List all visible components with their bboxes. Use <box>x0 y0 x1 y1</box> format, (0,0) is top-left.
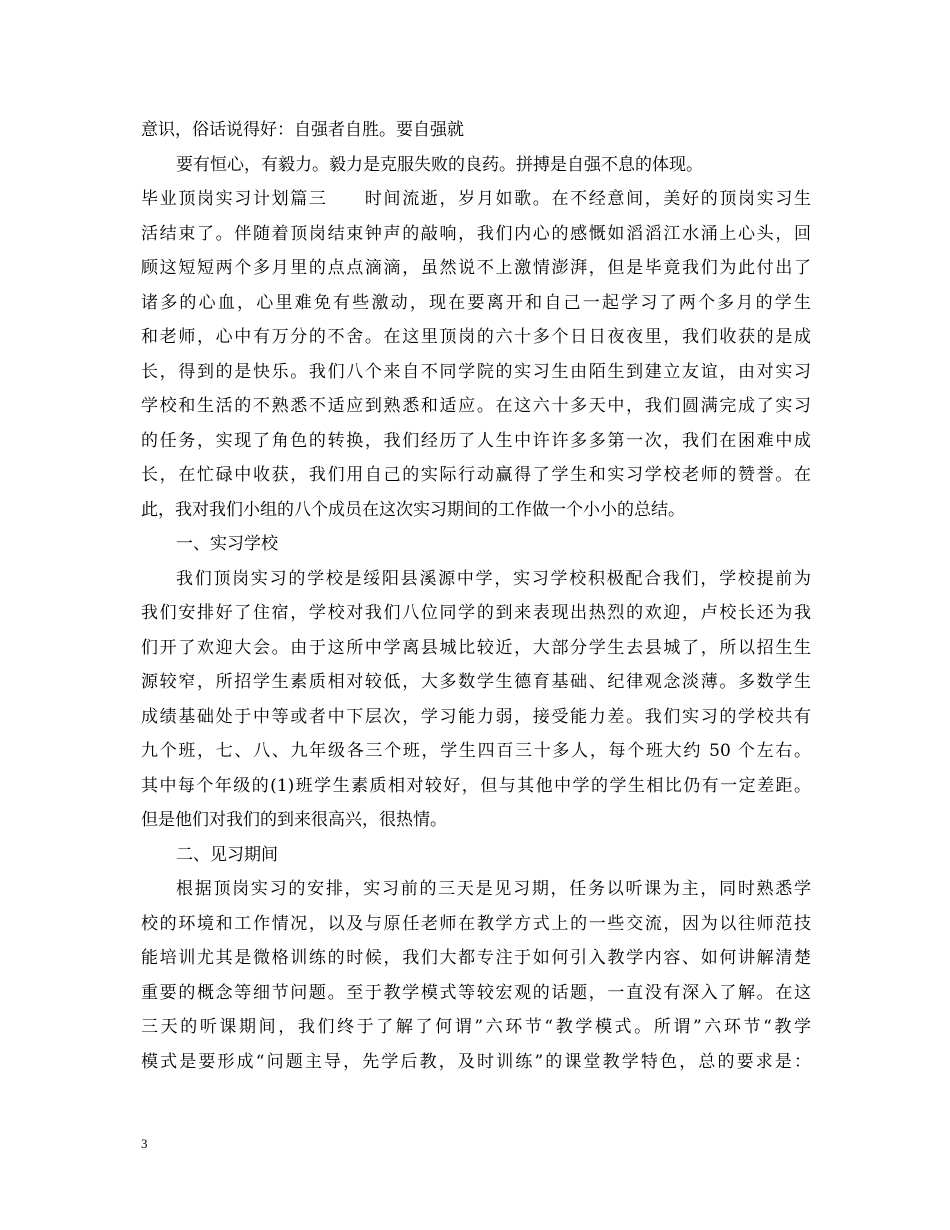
text-line: 长，得到的是快乐。我们八个来自不同学院的实习生由陌生到建立友谊，由对实习 <box>141 361 811 382</box>
text-line: 意识，俗话说得好：自强者自胜。要自强就 <box>141 120 464 140</box>
text-line: 诸多的心血，心里难免有些激动，现在要离开和自己一起学习了两个多月的学生 <box>141 292 811 313</box>
text-line: 模式是要形成“问题主导，先学后教，及时训练”的课堂教学特色，总的要求是： <box>141 1051 811 1072</box>
text-line: 我们安排好了住宿，学校对我们八位同学的到来表现出热烈的欢迎，卢校长还为我 <box>141 603 811 623</box>
text-line: 和老师，心中有万分的不舍。在这里顶岗的六十多个日日夜夜里，我们收获的是成 <box>141 327 811 347</box>
text-line: 顾这短短两个多月里的点点滴滴，虽然说不上激情澎湃，但是毕竟我们为此付出了 <box>141 258 811 278</box>
text-line: 的任务，实现了角色的转换，我们经历了人生中许许多多第一次，我们在困难中成 <box>141 430 811 451</box>
text-line: 源较窄，所招学生素质相对较低，大多数学生德育基础、纪律观念淡薄。多数学生 <box>141 672 811 692</box>
text-line: 活结束了。伴随着顶岗结束钟声的敲响，我们内心的感慨如滔滔江水涌上心头，回 <box>141 223 811 244</box>
text-line: 能培训尤其是微格训练的时候，我们大都专注于如何引入教学内容、如何讲解清楚 <box>141 948 811 968</box>
text-line: 长，在忙碌中收获，我们用自己的实际行动赢得了学生和实习学校老师的赞誉。在 <box>141 465 811 485</box>
text-line: 们开了欢迎大会。由于这所中学离县城比较近，大部分学生去县城了，所以招生生 <box>141 637 811 658</box>
text-line: 二、见习期间 <box>176 844 278 865</box>
text-line: 学校和生活的不熟悉不适应到熟悉和适应。在这六十多天中，我们圆满完成了实习 <box>141 396 811 416</box>
text-line: 重要的概念等细节问题。至于教学模式等较宏观的话题，一直没有深入了解。在这 <box>141 982 811 1003</box>
text-line: 一、实习学校 <box>176 534 278 554</box>
text-line: 九个班，七、八、九年级各三个班，学生四百三十多人，每个班大约 50 个左右。 <box>141 741 811 761</box>
text-line: 校的环境和工作情况，以及与原任老师在教学方式上的一些交流，因为以往师范技 <box>141 913 811 934</box>
text-line: 我们顶岗实习的学校是绥阳县溪源中学，实习学校积极配合我们，学校提前为 <box>176 568 811 589</box>
page-number: 3 <box>141 1136 148 1151</box>
text-line: 其中每个年级的(1)班学生素质相对较好，但与其他中学的学生相比仍有一定差距。 <box>141 775 811 796</box>
text-line: 三天的听课期间，我们终于了解了何谓”六环节“教学模式。所谓”六环节“教学 <box>141 1017 811 1037</box>
text-line: 根据顶岗实习的安排，实习前的三天是见习期，任务以听课为主，同时熟悉学 <box>176 879 811 899</box>
text-line: 此，我对我们小组的八个成员在这次实习期间的工作做一个小小的总结。 <box>141 499 685 520</box>
document-body <box>141 113 811 1079</box>
text-line: 但是他们对我们的到来很高兴，很热情。 <box>141 810 447 830</box>
text-line: 毕业顶岗实习计划篇三 时间流逝，岁月如歌。在不经意间，美好的顶岗实习生 <box>141 189 811 209</box>
text-line: 要有恒心，有毅力。毅力是克服失败的良药。拼搏是自强不息的体现。 <box>176 154 703 175</box>
text-line: 成绩基础处于中等或者中下层次，学习能力弱，接受能力差。我们实习的学校共有 <box>141 706 811 727</box>
